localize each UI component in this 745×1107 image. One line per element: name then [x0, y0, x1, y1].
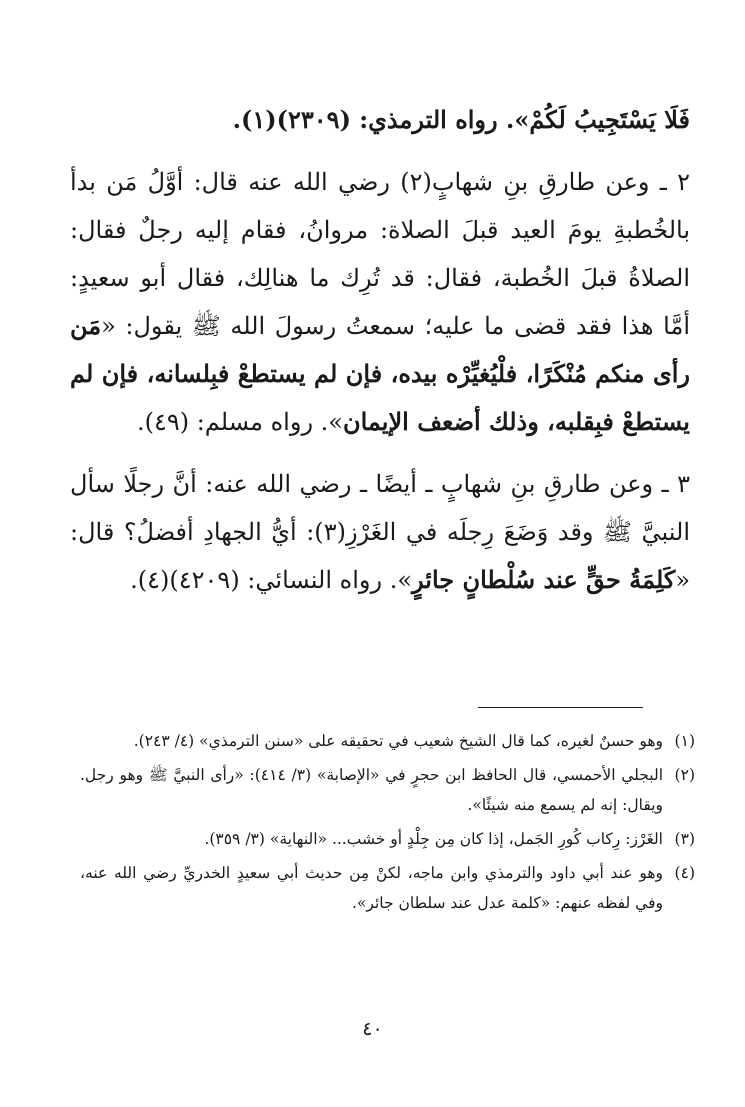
footnotes	[80, 726, 695, 922]
footnote-number: (٢)	[674, 766, 695, 784]
paragraph-3	[70, 460, 690, 604]
paragraph-2-text: ٢ ـ وعن طارقِ بنِ شهابٍ(٢) رضي الله عنه قال: أوَّلُ مَن بدأ بالخُطبةِ يومَ العيد قبلَ الصلاة: مروانُ، فقام إليه رجلٌ فقال: الصلاةُ قبلَ الخُطبة، فقال: قد تُرِك ما هنالِك، فقال أبو سعيدٍ: أمَّا هذا فقد قضى ما عليه؛ سمعتُ رسولَ الله ﷺ يقول: «	[70, 168, 690, 340]
footnote-text: وهو عند أبي داود والترمذي وابن ماجه، لكنْ مِن حديث أبي سعيدٍ الخدريِّ رضي الله عنه، وفي لفظه عنهم: «كلمة عدل عند سلطان جائر».	[80, 864, 663, 912]
paragraph-2-source: ». رواه مسلم: (٤٩).	[136, 408, 343, 436]
paragraph-2	[70, 158, 690, 446]
footnote-number: (٣)	[674, 830, 695, 848]
footnote	[80, 824, 695, 854]
paragraph-3-source: ». رواه النسائي: (٤٢٠٩)(٤).	[130, 566, 413, 594]
footnote-text: الغَرْز: رِكاب كُورِ الجَمل، إذا كان مِن جِلْدٍ أو خشب... «النهاية» (٣/ ٣٥٩).	[204, 830, 663, 848]
footnote-number: (٤)	[674, 864, 695, 882]
main-text	[70, 96, 690, 604]
footnote-divider	[478, 707, 643, 708]
footnote-text: البجلي الأحمسي، قال الحافظ ابن حجرٍ في «الإصابة» (٣/ ٤١٤): «رأى النبيَّ ﷺ وهو رجل. ويقال: إنه لم يسمع منه شيئًا».	[80, 766, 663, 814]
hadith-quote-2: مَن رأى منكم مُنْكَرًا، فلْيُغيِّرْه بيده، فإن لم يستطعْ فبِلسانه، فإن لم يستطعْ فبِقلبه، وذلك أضعف الإيمان	[70, 311, 690, 436]
footnote-number: (١)	[674, 732, 695, 750]
hadith-quote-3: كَلِمَةُ حقٍّ عند سُلْطانٍ جائرٍ	[412, 565, 676, 594]
footnote-text: وهو حسنٌ لغيره، كما قال الشيخ شعيب في تحقيقه على «سنن الترمذي» (٤/ ٢٤٣).	[133, 732, 663, 750]
footnote	[80, 726, 695, 756]
page-number: ٤٠	[362, 1018, 383, 1040]
paragraph-1-text: فَلَا يَسْتَجِيبُ لَكُمْ». رواه الترمذي: (٢٣٠٩)(١).	[232, 105, 690, 134]
footnote	[80, 760, 695, 820]
footnote	[80, 858, 695, 918]
paragraph-3-text: ٣ ـ وعن طارقِ بنِ شهابٍ ـ أيضًا ـ رضي الله عنه: أنَّ رجلًا سأل النبيَّ ﷺ وقد وَضَعَ رِجلَه في الغَرْزِ(٣): أيُّ الجهادِ أفضلُ؟ قال: «	[70, 470, 690, 594]
paragraph-1	[70, 96, 690, 144]
